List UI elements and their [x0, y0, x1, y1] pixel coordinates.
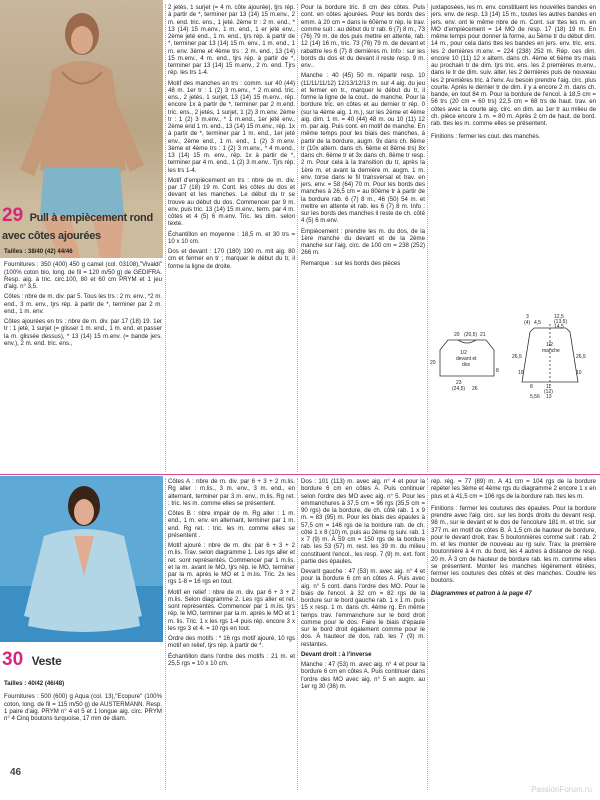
- text-paragraph: juxtaposées, les m. env. constituent les nouvelles bandes en jers. env. de resp. 13 (14) 15 m., toutes les autres bandes en jers. env. ont le même nbre de m. Cont. sur ttes les m. en MO d'empiècement = 14 MO de resp. 17 (18) 19 m. En même temps pour donner la forme, au 5ème tr du début dim. 14 m., pour cela dans ttes les bandes en jers. env. tric. ens. les 2 dernières m.env. = 224 (238) 252 m. Rép. ces dim. encore 10 (11) 12 x altern. dans ch. 4ème et 6ème trs mais au prochain tr de dim. tjrs tric. ens. les 2 premières m.env., dans le tr de dim. suiv. alter. les 2 dernières puis de nouveau les 2 premières tric. à l'env. Au besoin prendre l'aig. circ. plus courte. Après le dernier tr de dim. il y a encore 2 m. dans ch. bande, en tout 84 m. Pour la bordure de l'encol. à 18,5 cm = 56 trs (20 cm = 60 trs) 22,5 cm = 68 trs de haut. trav. en côtes avec la courte aig. circ. en dim. au 1er tr au milieu de ch. pièce encore 1 m. = 80 m. Après 2 cm de haut. de bord. rab. ttes les m. comme elles se présentent.: [431, 4, 596, 127]
- schematic-diagram: [430, 310, 598, 402]
- model-title: Veste: [31, 654, 62, 668]
- lace-pattern-paragraph: Motif ajouré : nbre de m. div. par 6 + 3 + 2 m.lis. Trav. selon diagramme 1. Les rgs aller et ret. sont représentés. Commencer par 1 m.lis. et la m. avant le MO, tjrs rép. le MO, terminer par la m. après le MO et 1 m.lis. Tric. 2x les rgs 1-8 = 16 rgs en tout.: [168, 542, 295, 586]
- sizes-line: Tailles : 38/40 (42) 44/46: [4, 248, 73, 255]
- ribbing-b-paragraph: Côtes B : nbre impair de m. Rg aller : 1 m. end., 1 m. env. en alternant, terminer par 1 m. end. Rg ret. : tric. les m. comme elles se présentent .: [168, 510, 295, 539]
- diagram-label: 20: [454, 332, 460, 338]
- section-divider: [0, 474, 600, 475]
- column-4-top: [431, 4, 596, 304]
- column-2-bottom: [168, 478, 295, 790]
- note-paragraph: Remarque : sur les bords des pièces: [301, 259, 401, 267]
- back-paragraph: Dos : 101 (113) m. avec aig. n° 4 et pour la bordure 6 cm en côtes A. Puis continuer selon l'ordre des MO avec aig. n° 5. Pour les emmanchures à 37,5 cm = 96 rgs (35,5 cm = 90 rgs) de la bordure, de ch. côté rab. 1 x 9 m. = 83 (95) m. Pour les biais des épaules à 57,5 cm = 146 rgs de la bordure rab. de ch. côté 1 x 8 (10) m, puis au 2ème rg suiv. rab. 1 x 7 (9) m. À 59 cm = 150 rgs de la bordure rab. les 53 (57) m. rest. les 39 m. du milieu constituent l'encol., les resp. 7 (9) m. ext. font partie des épaules.: [301, 478, 425, 565]
- diagram-label: 8: [496, 368, 499, 374]
- ribbing-paragraph: Côtes : nbre de m. div. par 5. Tous les trs : 2 m. env., *2 m. end., 3 m. env., tjrs rép. à partir de *, terminer par 2 m. end., 1 m. env.: [4, 293, 162, 315]
- divider: [427, 478, 428, 790]
- right-front-paragraph: Devant droit : à l'inverse: [301, 650, 372, 658]
- diagram-label: 10: [518, 370, 524, 376]
- ribbing-a-paragraph: Côtes A : nbre de m. div. par 6 + 3 + 2 m.lis. Rg aller : m.lis., 3 m. env., 3 m. end., en alternant, terminer par 3 m. env., m.lis. Rg ret. : tric. les m. comme elles se présentent.: [168, 478, 295, 507]
- left-front-paragraph: Devant gauche : 47 (53) m. avec aig. n° 4 et pour la bordure 6 cm en côtes A. Puis avec aig. n° 5 cont. dans l'ordre des MO. Pour le biais de l'encol. à 32 cm = 82 rgs de la bordure sur le bord gauche rab. 1 x 1 m. puis 15 x resp. 1 m. dans ch. 4ème rg. En même temps trav. l'emmanchure sur le bord droit comme pour le dos. Faire le biais d'épaule sur le bord droit également comme pour le dos. À hauteur de dos, rab. les 7 (9) m. restantes.: [301, 568, 425, 648]
- diagram-label: (12): [544, 389, 553, 395]
- diagrams-reference: Diagrammes et patron à la page 47: [431, 589, 532, 597]
- divider: [297, 478, 298, 790]
- back-front-paragraph: Dos et devant : 170 (180) 190 m. mit aig. 80 cm et fermer en tr ; marquer le début du tr, il forme la ligne de droite.: [168, 248, 295, 270]
- page-number: 46: [10, 767, 22, 778]
- sleeve-paragraph: Manche : 47 (53) m. avec aig. n° 4 et pour la bordure 6 cm en côtes A. Puis continuer dans l'ordre des MO avec aig. n° 5 en augm. au 1er rg 30 (36) m.: [301, 661, 425, 690]
- column-3-bottom: [301, 478, 425, 790]
- yoke-pattern-paragraph: Motif d'empiècement en trs : nbre de m. div. par 17 (18) 19 m. Cont. les côtes du dos et devant et les manches. Le début du tr se trouve au début du dos. Commencer par 9 m. env. puis tric. 13 (14) 15 m.env., term. par 4 m. côtes et 4 (5) 6 m.env. Tric. les dim. selon texte.: [168, 176, 295, 228]
- diagram-label: 21: [480, 332, 486, 338]
- openwork-ribbing-paragraph: Côtes ajourées en trs : nbre de m. div. par 17 (18) 19. 1er tr : 1 jeté, 1 surjet (= glisser 1 m. end., 1 m. end. et passer la m. glissée dessus), * 13 (14) 15 m.env. (= bande jers. env.), 2 m. end. tric. ens.,: [4, 318, 162, 347]
- diagram-label: 4,5: [534, 320, 541, 326]
- column-2-top: [168, 4, 295, 472]
- diagram-label: 12,5: [554, 314, 564, 320]
- divider: [165, 4, 166, 472]
- text-paragraph: 2 jetés, 1 surjet (= 4 m. côte ajourée), tjrs rép. à partir de *, terminer par 13 (14) 15 m.env., 2 m. end. tric. ens., 1 jeté. 2ème tr : 2 m. end., * 13 (14) 15 m.env., 1 m. end., 1 er jeté env., 2ème jeté end., 1 m. end., tjrs rép. à partir de *, terminer par 13 (14) 15 m. env., 1 m. end., 1 m. env. 3ème et 4ème trs : 2 m. end., 13 (14) 15 m.env., 4 m. end., tjrs rép. à partir de *, terminer par 13 (14) 15 m.env., 2 m. end. Tjrs rép. les trs 1-4.: [168, 4, 295, 77]
- diagram-label: 8: [530, 384, 533, 390]
- diagram-label: 10: [576, 370, 582, 376]
- diagram-label: 1/2: [546, 342, 553, 348]
- divider: [297, 4, 298, 472]
- column-4-bottom: [431, 478, 596, 778]
- watermark: PassionForum.ru: [531, 785, 592, 794]
- divider: [165, 478, 166, 790]
- diagram-label: 11: [546, 384, 552, 390]
- diagram-label: 26,5: [512, 354, 522, 360]
- model-30-heading: [2, 650, 162, 670]
- diagram-label: 20: [430, 360, 436, 366]
- diagram-label: 26: [472, 386, 478, 392]
- diagram-label: (24,5): [452, 386, 466, 392]
- model-30-photo: [0, 476, 163, 642]
- supplies-paragraph: Fournitures : 500 (600) g Aqua (col. 13),"Ecopure" (100% coton, long. de fil = 115 m/50 g) de AUSTERMANN. Resp. 1 paire d'aig. PRYM n° 4 et 5 et 1 longue aig. circ. PRYM n° 4 Cinq boutons turquoise, 17 mm de diam.: [4, 693, 162, 722]
- diagram-label: (20,5): [464, 332, 478, 338]
- diagram-label: 3: [526, 314, 529, 320]
- diagram-label: devant et: [456, 356, 477, 362]
- sleeve-pattern-paragraph: Motif des manches en trs : comm. sur 40 (44) 48 m. 1er tr : 1 (2) 3 m.env., * 2 m.end. tric. ens., 2 jetés, 1 surjet, 13 (14) 15 m.env., rép. encore 1x à partir de *, terminer par 2 m.end. tric. ens., 2 jetés, 1 surjet, 1 (2) 3 m.env. 2ème tr : 1 (2) 3 m.env., * 1 m.end., 1er jeté env., 2ème end 1 m. end., 13 (14) 15 m.env., rép. 1x à partir de *, terminer par 1 m. end., 1er jeté env., 2ème end., 1 m. end., 1 (2) 3 m.env. 3ème et 4ème trs : 1 (2) 3 m.env., * 4 m.end., 13 (14) 15 m. env., rép. 1x à partir de *, terminer par 4 m. end., 1 (2) 3 m.env.. Tjrs rép. les trs 1-4.: [168, 79, 295, 174]
- divider: [427, 4, 428, 472]
- diagram-label: 1/2: [460, 350, 467, 356]
- column-3-top: [301, 4, 425, 472]
- model-29-heading: [2, 206, 162, 244]
- sleeve-paragraph: Manche : 40 (45) 50 m. répartir resp. 10 (11/11/11/12) 12/13/12/13 m. sur 4 aig. du jeu et fermer en tr., marquer le début du tr, il forme la ligne de la cout.. de manche. Pour la bordure tric. en côtes et au dernier tr rép. 0 (sur la 4ème aig. 1 m.), sur les 2ème et 4ème aig. dim. 1 m. = 40 (44) 48 m. ou 10 (11) 12 m. par aig. Puis cont. en motif de manche. En même temps pour les biais des manches, à partir de la bordure, augm. 9x dans ch. 8ème tr (10x altern. dans ch. 6ème et 8ème trs) 8x dans ch. 6ème tr et 3x dans ch. 8ème tr resp. 2 m. Pour cela à la transition du tr, après la 1ère m. et avant la dernière m. augm. 1 m. env. torse dans le fil transversal et trav. en jers. env. = 58 (64) 70 m. Pour les bords des manches à 26,5 cm = au 80ème tr à partir de la bordure rab. 6 (7) 8 m., 46 (50) 54 m. et mettre en attente et rab. les 6 (7) 8 m. Info : sur les bords des manches il reste de ch. côté 4 (5) 6 m.env.: [301, 72, 425, 225]
- finishing-paragraph: Finitions : fermer les coutures des épaules. Pour la bordure prendre avec l'aig. circ. sur les bords droits du devant resp. 98 m., sur le devant et le dos de l'encolure 181 m. et tric. sur 377 m. en motif de côtes B. À 1,5 cm de hauteur de bordure, pour le devant droit, trav. 5 boutonnières comme suit : rab. 2 m. et les monter de nouveau au rg suiv. Trav. la première boutonnière à 4 m. du bord, les 4 autres à distance de resp. 20 m. À 3 cm de hauteur de bordure rab. les m. comme elles se présentent. Monter les manches légèrement étirées, fermer les coutures des côtés et des manches. Coudre les boutons.: [431, 504, 596, 585]
- text-paragraph: rép. rég. = 77 (89) m. À 41 cm = 104 rgs de la bordure répéter les 3ème et 4ème rgs du diagramme 2 encore 1 x en plus et à 41,5 cm = 106 rgs de la bordure rab. ttes les m.: [431, 478, 596, 500]
- diagram-label: (4): [524, 320, 531, 326]
- column-1-top: [4, 248, 162, 473]
- gauge-paragraph: Échantillon dans l'ordre des motifs : 21 m. et 25,5 rgs = 10 x 10 cm.: [168, 652, 295, 667]
- diagram-label: 14,5: [554, 324, 564, 330]
- diagram-label: (13,5): [554, 319, 568, 325]
- diagram-label: 13: [546, 394, 552, 400]
- pattern-order-paragraph: Ordre des motifs : * 16 rgs motif ajouré, 10 rgs motif en relief, tjrs rép. à partir de *.: [168, 635, 295, 650]
- diagram-label: manche: [542, 348, 560, 354]
- diagram-label: 26,5: [576, 354, 586, 360]
- model-title: Pull à empiècement rond avec côtes ajourées: [2, 212, 153, 242]
- text-paragraph: Pour la bordure tric. 8 cm des côtes. Puis cont. en côtes ajourées. Pour les bords des emm. à 20 cm = dans le 60ème tr rép. le trav. comme suit : au début du tr rab. 6 (7) 8 m., 73 (76) 79 m. de dos puis mettre en attente, rab. 12 (14) 16 m., tric. 73 (76) 79 m. de devant et rabattre les 6 (7) 8 dernières m. Info : sur les bords du dos et du devant il reste resp. 9 m. env..: [301, 4, 425, 69]
- yoke-paragraph: Empiècement : prendre les m. du dos, de la 1ère manche du devant et de la 2ème manche sur l'aig. circ. de 100 cm = 238 (252) 266 m.: [301, 227, 425, 257]
- model-number: 29: [2, 205, 24, 226]
- sizes-line: Tailles : 40/42 (46/48): [4, 680, 65, 687]
- diagram-label: 5,56: [530, 394, 540, 400]
- column-1-bottom: [4, 680, 162, 762]
- relief-pattern-paragraph: Motif en relief : nbre de m. div. par 6 + 3 + 2 m.lis. Selon diagramme 2. Les rgs aller et ret. sont représentés. Commencer par 1 m.lis. tjrs rép. le MO, terminer par la m. après le MO et 1 m. lis. Tric. 1 x les rgs 1-4 puis rép. encore 3 x les rgs 3 et 4. = 10 rgs en tout.: [168, 588, 295, 632]
- finishing-paragraph: Finitions : fermer les cout. des manches.: [431, 133, 541, 141]
- diagram-label: 23: [456, 380, 462, 386]
- diagram-label: dos: [462, 362, 471, 368]
- gauge-paragraph: Échantillon en moyenne : 18,5 m. et 30 trs = 10 x 10 cm.: [168, 230, 295, 245]
- supplies-paragraph: Fournitures : 350 (400) 450 g camel (col. 03108),"Vivaldi" (100% coton bio, long. de fil = 120 m/50 g) de GEDIFRA. Resp. aig. à tric. circ.100, 80 et 60 cm PRYM et 1 jeu d'aig. n° 3,5.: [4, 261, 162, 290]
- model-number: 30: [2, 649, 24, 670]
